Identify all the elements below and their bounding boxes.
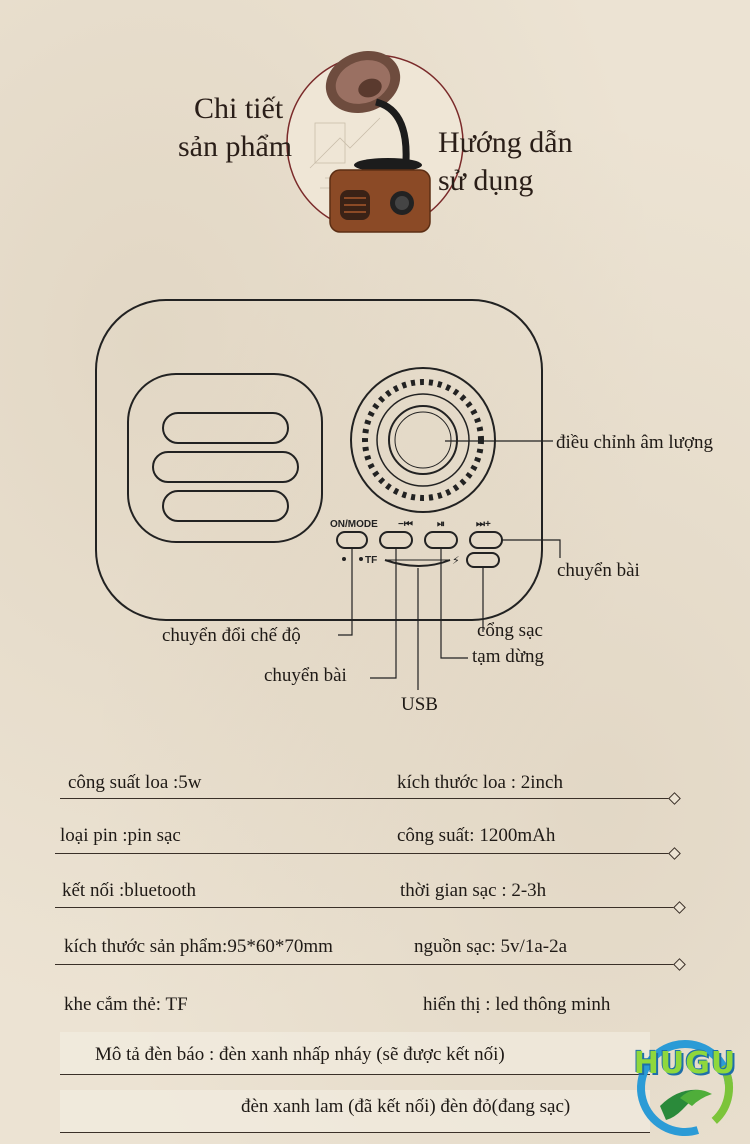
pause-button — [425, 532, 457, 548]
spec-row-1-diamond — [668, 792, 681, 805]
on-mode-label: ON/MODE — [330, 519, 378, 530]
charging-port — [467, 553, 499, 567]
logo-text: HUGU — [633, 1046, 737, 1081]
header-right-title-line2: sử dụng — [438, 163, 534, 197]
on-mode-button — [337, 532, 367, 548]
spec-row-2-rule — [55, 853, 670, 854]
spec-row-5-left: khe cắm thẻ: TF — [64, 994, 188, 1015]
header-left-title — [178, 90, 292, 165]
spec-row-3-left: kết nối :bluetooth — [62, 880, 197, 901]
callout-pause: tạm dừng — [472, 646, 545, 667]
tf-slot — [385, 560, 450, 566]
spec-row-1-left: công suất loa :5w — [68, 772, 202, 793]
radio-diagram — [0, 290, 750, 730]
play-pause-glyph: ⏯ — [437, 519, 445, 530]
charge-icon: ⚡ — [452, 554, 460, 567]
spec-row-2-diamond — [668, 847, 681, 860]
callout-charging-port: cổng sạc — [477, 620, 543, 641]
brand-logo — [630, 1028, 740, 1138]
indicator-line-1: Mô tả đèn báo : đèn xanh nhấp nháy (sẽ được kết nối) — [95, 1044, 505, 1065]
callout-mode-switch: chuyển đổi chế độ — [162, 625, 301, 646]
callout-prev-track: chuyển bài — [264, 665, 347, 686]
callout-volume: điều chỉnh âm lượng — [556, 432, 714, 453]
prev-track-glyph: −⏮ — [398, 519, 413, 530]
header — [0, 0, 750, 260]
spec-row-3-diamond — [673, 901, 686, 914]
spec-row-3-right: thời gian sạc : 2-3h — [400, 880, 547, 901]
spec-row-3-rule — [55, 907, 675, 908]
next-track-glyph: ⏭+ — [476, 519, 491, 530]
tf-label: TF — [365, 555, 378, 566]
spec-row-4-right: nguồn sạc: 5v/1a-2a — [414, 936, 568, 957]
header-left-title-line2: sản phẩm — [178, 129, 293, 163]
spec-row-5-right: hiển thị : led thông minh — [423, 994, 611, 1015]
prev-button — [380, 532, 412, 548]
spec-row-1-right: kích thước loa : 2inch — [397, 772, 563, 793]
header-left-title-line1: Chi tiết — [194, 92, 284, 125]
product-gramophone-image — [318, 40, 438, 240]
spec-row-4-diamond — [673, 958, 686, 971]
eagle-logo-icon — [630, 1028, 740, 1138]
volume-dial — [351, 368, 495, 512]
callout-usb: USB — [401, 694, 438, 715]
spec-row-2-left: loại pin :pin sạc — [60, 825, 181, 846]
spec-list — [0, 760, 750, 1030]
callout-next-track: chuyển bài — [557, 560, 640, 581]
indicator-line-2: đèn xanh lam (đã kết nối) đèn đỏ(đang sạc) — [241, 1096, 571, 1117]
spec-row-1-rule — [60, 798, 670, 799]
header-right-title — [438, 124, 573, 199]
header-right-title-line1: Hướng dẫn — [438, 126, 573, 159]
spec-row-4-rule — [55, 964, 675, 965]
spec-row-2-right: công suất: 1200mAh — [397, 825, 556, 846]
spec-row-4-left: kích thước sản phẩm:95*60*70mm — [64, 936, 333, 957]
next-button — [470, 532, 502, 548]
